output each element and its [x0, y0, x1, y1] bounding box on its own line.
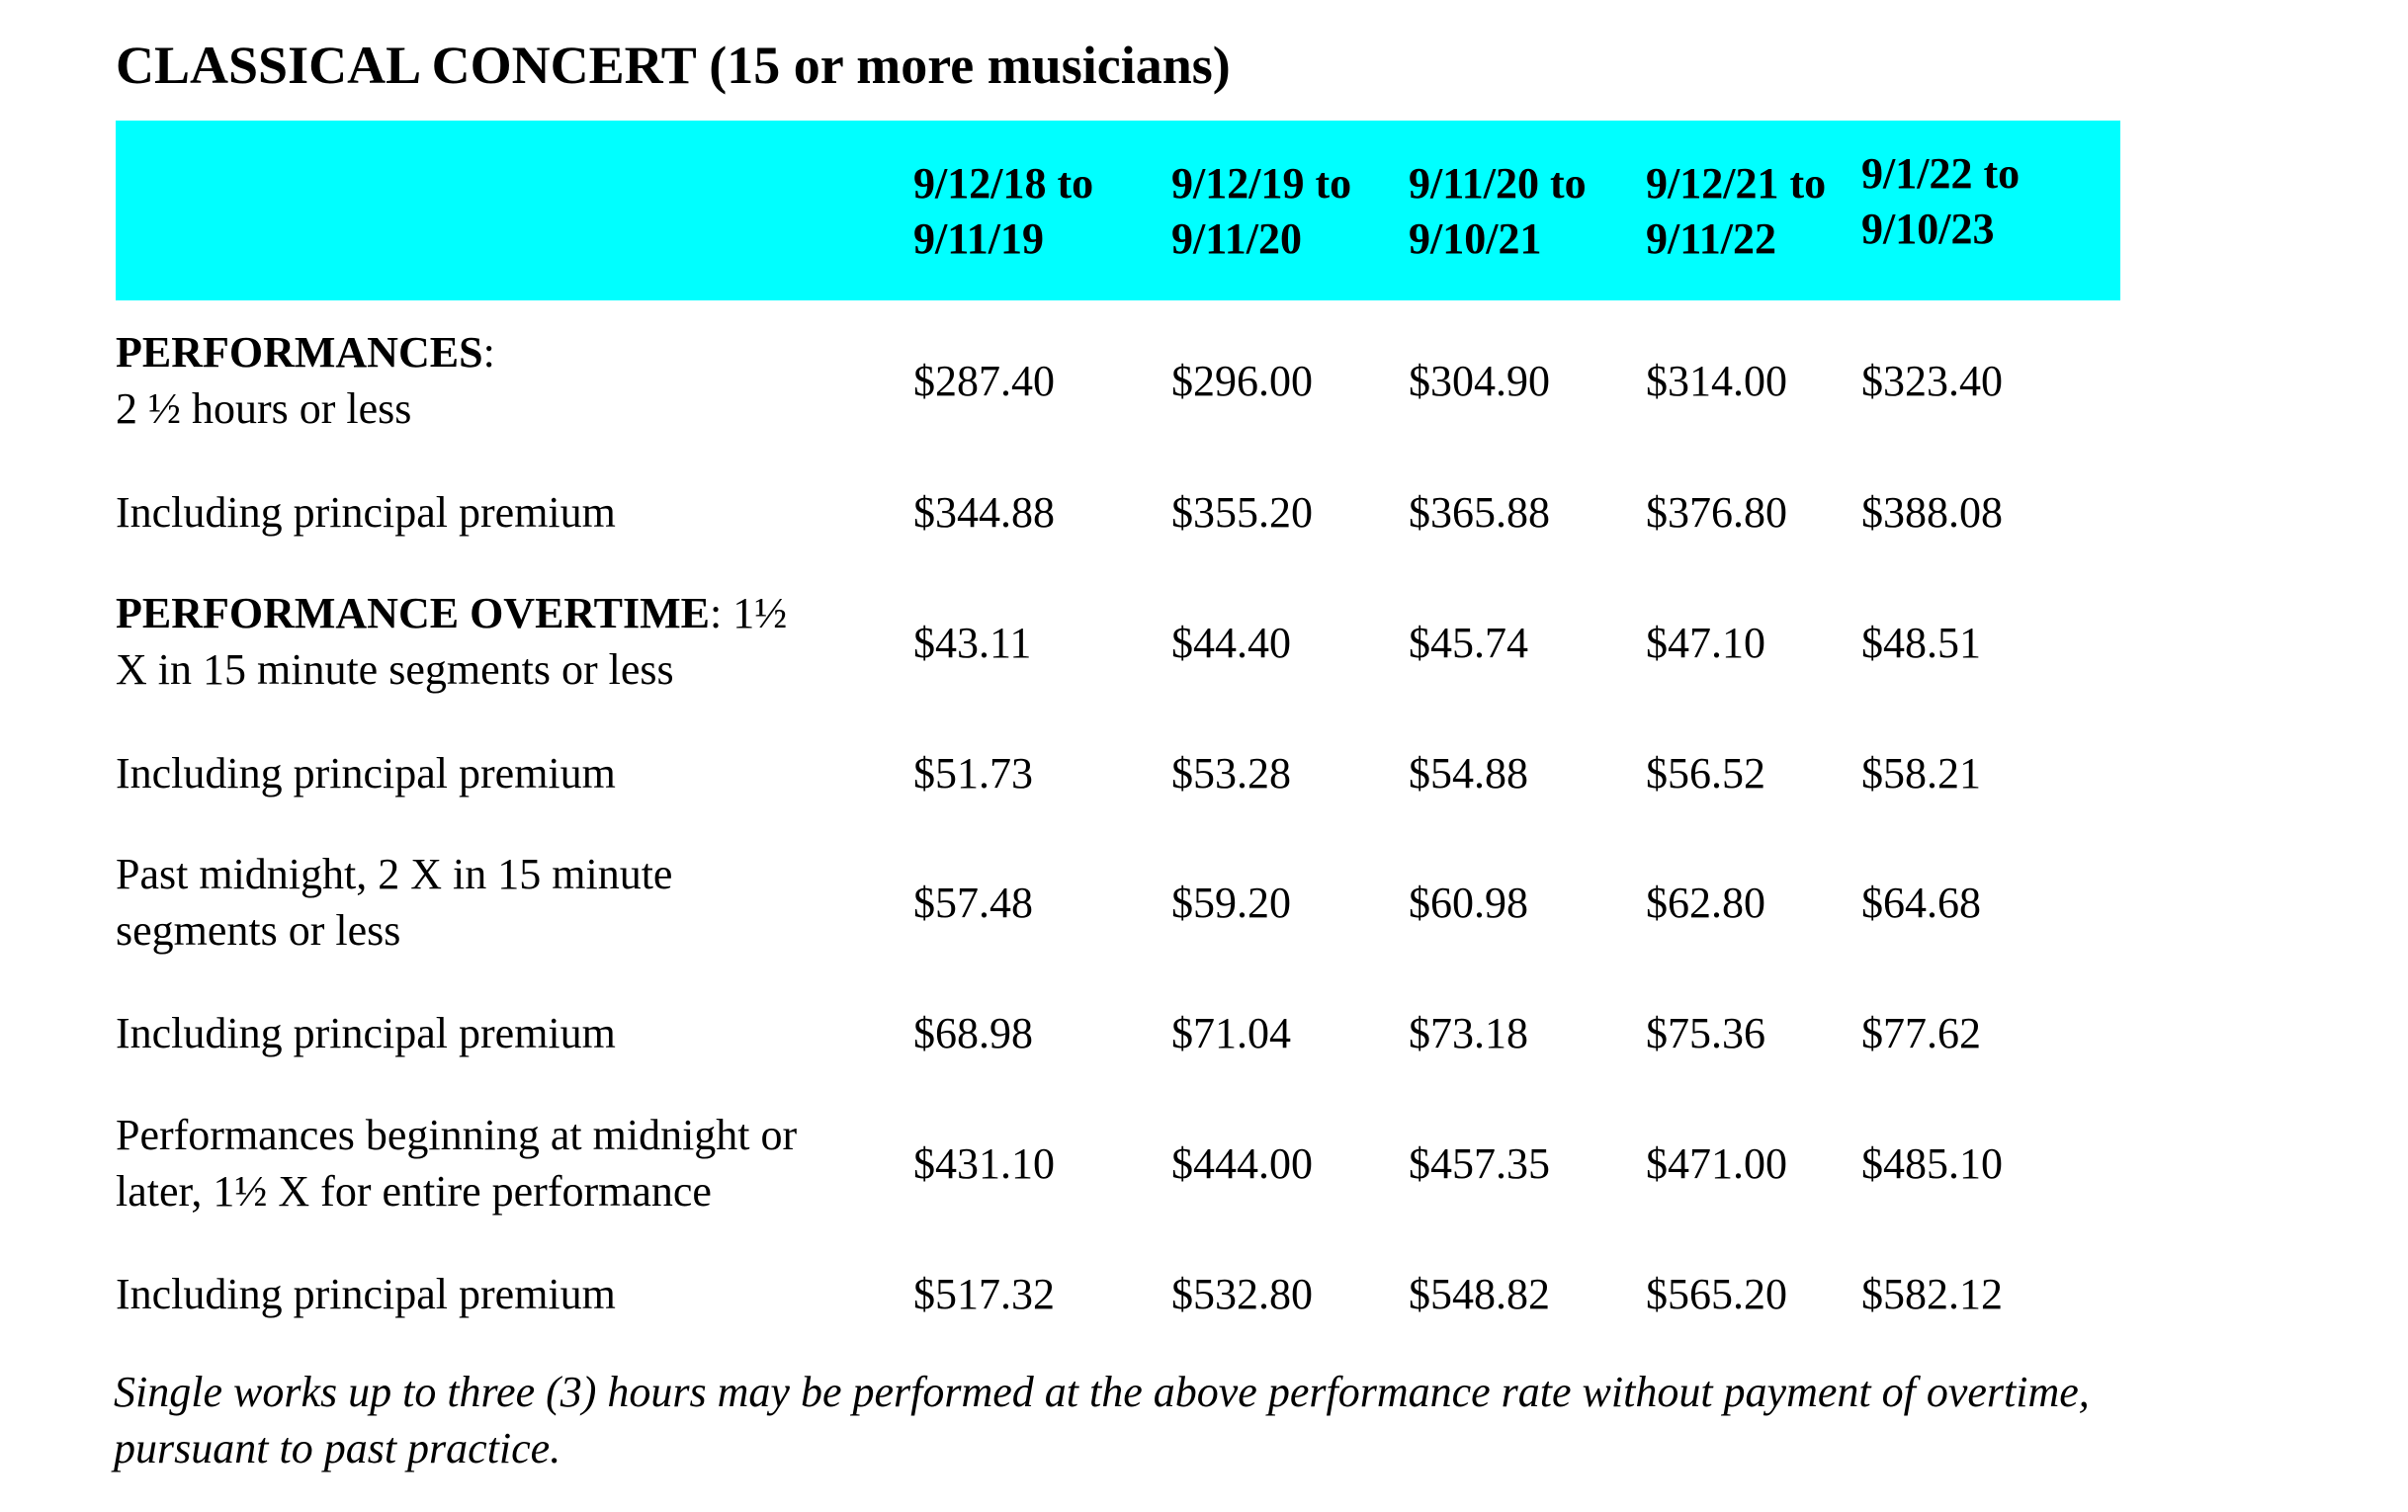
row-label [116, 585, 787, 698]
table-cell: $53.28 [1171, 749, 1291, 798]
table-cell: $548.82 [1409, 1270, 1550, 1318]
column-header-line2: 9/10/23 [1861, 205, 1995, 253]
column-header-line2: 9/11/22 [1646, 214, 1777, 263]
column-header-line1: 9/11/20 to [1409, 159, 1587, 208]
table-cell: $73.18 [1409, 1009, 1528, 1057]
row-label [116, 1107, 797, 1219]
table-cell: $51.73 [913, 749, 1033, 798]
table-cell: $77.62 [1861, 1009, 1981, 1057]
table-cell: $344.88 [913, 488, 1055, 537]
table-cell: $582.12 [1861, 1270, 2003, 1318]
column-header-2 [1171, 156, 1351, 267]
row-label-line2: X in 15 minute segments or less [116, 645, 674, 694]
table-cell: $64.68 [1861, 879, 1981, 927]
table-cell: $62.80 [1646, 879, 1765, 927]
row-label: Including principal premium [116, 1270, 616, 1318]
table-cell: $365.88 [1409, 488, 1550, 537]
table-cell: $355.20 [1171, 488, 1313, 537]
table-cell: $68.98 [913, 1009, 1033, 1057]
table-cell: $314.00 [1646, 357, 1787, 405]
page-title: CLASSICAL CONCERT (15 or more musicians) [116, 36, 1231, 95]
row-label-line2: later, 1½ X for entire performance [116, 1167, 712, 1216]
table-cell: $565.20 [1646, 1270, 1787, 1318]
row-label-line1: Performances beginning at midnight or [116, 1111, 798, 1159]
footnote [114, 1364, 2348, 1476]
table-cell: $58.21 [1861, 749, 1981, 798]
column-header-line1: 9/12/21 to [1646, 159, 1827, 208]
row-label [116, 846, 672, 959]
table-cell: $471.00 [1646, 1139, 1787, 1188]
row-label-suffix: : 1½ [710, 589, 788, 637]
table-cell: $47.10 [1646, 619, 1765, 667]
table-cell: $54.88 [1409, 749, 1528, 798]
column-header-line1: 9/1/22 to [1861, 149, 2021, 198]
row-label: Including principal premium [116, 749, 616, 798]
column-header-3 [1409, 156, 1587, 267]
table-cell: $485.10 [1861, 1139, 2003, 1188]
row-label: Including principal premium [116, 488, 616, 537]
table-cell: $457.35 [1409, 1139, 1550, 1188]
footnote-line2: pursuant to past practice. [114, 1424, 561, 1472]
row-label-bold: PERFORMANCE OVERTIME [116, 589, 711, 637]
row-label-suffix: : [482, 328, 495, 377]
footnote-line1: Single works up to three (3) hours may be performed at the above performance rate without payment of overtime, [114, 1368, 2090, 1416]
table-cell: $323.40 [1861, 357, 2003, 405]
column-header-line1: 9/12/18 to [913, 159, 1094, 208]
column-header-line2: 9/11/20 [1171, 214, 1303, 263]
column-header-5 [1861, 146, 2020, 257]
table-cell: $75.36 [1646, 1009, 1765, 1057]
table-cell: $56.52 [1646, 749, 1765, 798]
column-header-4 [1646, 156, 1826, 267]
table-cell: $71.04 [1171, 1009, 1291, 1057]
table-cell: $48.51 [1861, 619, 1981, 667]
row-label: Including principal premium [116, 1009, 616, 1057]
table-cell: $287.40 [913, 357, 1055, 405]
table-cell: $444.00 [1171, 1139, 1313, 1188]
column-header-line2: 9/10/21 [1409, 214, 1542, 263]
column-header-line2: 9/11/19 [913, 214, 1045, 263]
table-cell: $376.80 [1646, 488, 1787, 537]
table-cell: $431.10 [913, 1139, 1055, 1188]
table-cell: $296.00 [1171, 357, 1313, 405]
table-cell: $304.90 [1409, 357, 1550, 405]
table-cell: $532.80 [1171, 1270, 1313, 1318]
table-cell: $57.48 [913, 879, 1033, 927]
table-cell: $45.74 [1409, 619, 1528, 667]
table-cell: $44.40 [1171, 619, 1291, 667]
row-label [116, 324, 495, 437]
table-cell: $388.08 [1861, 488, 2003, 537]
table-cell: $59.20 [1171, 879, 1291, 927]
table-cell: $517.32 [913, 1270, 1055, 1318]
row-label-line1: Past midnight, 2 X in 15 minute [116, 850, 673, 898]
row-label-line2: segments or less [116, 906, 401, 955]
row-label-line2: 2 ½ hours or less [116, 384, 412, 433]
row-label-bold: PERFORMANCES [116, 328, 483, 377]
column-header-1 [913, 156, 1093, 267]
table-cell: $43.11 [913, 619, 1032, 667]
table-cell: $60.98 [1409, 879, 1528, 927]
column-header-line1: 9/12/19 to [1171, 159, 1352, 208]
